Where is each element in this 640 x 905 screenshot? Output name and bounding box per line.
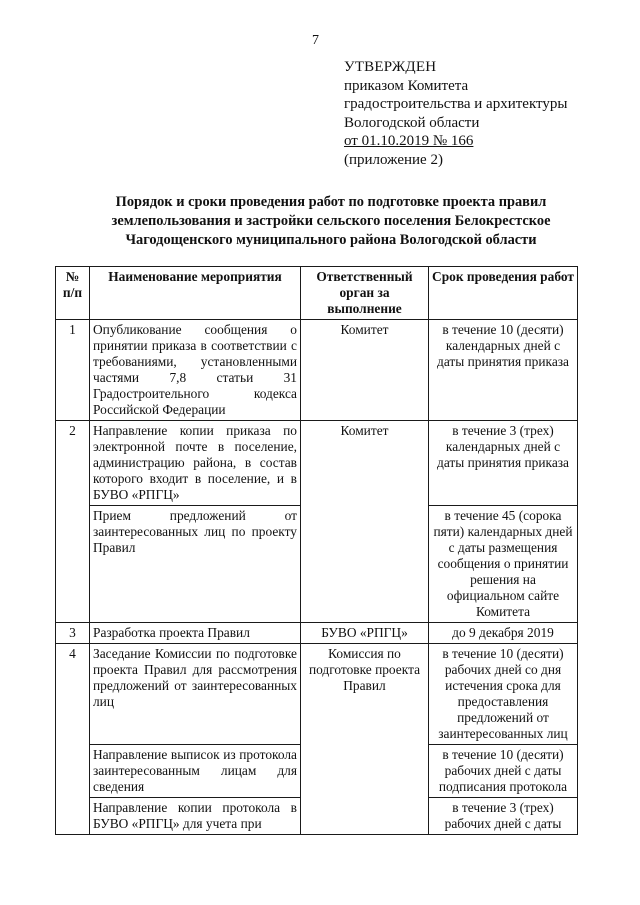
responsible-cell: БУВО «РПГЦ» xyxy=(301,623,429,644)
approval-order-number: от 01.10.2019 № 166 xyxy=(344,133,474,149)
term-cell: в течение 3 (трех) календарных дней с даты принятия приказа xyxy=(429,421,578,506)
approval-appendix: (приложение 2) xyxy=(344,151,443,168)
header-num: № п/п xyxy=(56,267,90,320)
table-row xyxy=(56,623,578,644)
term-cell: в течение 10 (десяти) рабочих дней со дня истечения срока для предоставления предложений от заинтересованных лиц xyxy=(429,644,578,745)
row-number: 3 xyxy=(56,623,90,644)
document-title: Порядок и сроки проведения работ по подготовке проекта правил землепользования и застройки сельского поселения Белокрестское Чагодощенского муниципального района Вологодской области xyxy=(111,194,551,248)
approval-line-2: градостроительства и архитектуры xyxy=(344,96,568,112)
table-row xyxy=(56,644,578,745)
term-cell: в течение 45 (сорока пяти) календарных дней с даты размещения сообщения о принятии решения на официальном сайте Комитета xyxy=(429,506,578,623)
schedule-table xyxy=(55,266,578,835)
activity-cell: Разработка проекта Правил xyxy=(90,623,301,644)
activity-cell: Направление копии протокола в БУВО «РПГЦ» для учета при xyxy=(90,798,301,835)
approval-stamp xyxy=(344,58,567,169)
activity-cell: Заседание Комиссии по подготовке проекта Правил для рассмотрения предложений от заинтересованных лиц xyxy=(90,644,301,745)
activity-cell: Опубликование сообщения о принятии приказа в соответствии с требованиями, установленными частями 7,8 статьи 31 Градостроительного кодекса Российской Федерации xyxy=(90,320,301,421)
table-row xyxy=(56,421,578,506)
activity-cell: Направление выписок из протокола заинтересованным лицам для сведения xyxy=(90,745,301,798)
approval-title: УТВЕРЖДЕН xyxy=(344,59,437,75)
responsible-cell: Комитет xyxy=(301,421,429,623)
table-row xyxy=(56,320,578,421)
term-cell: в течение 10 (десяти) календарных дней с даты принятия приказа xyxy=(429,320,578,421)
activity-cell: Направление копии приказа по электронной почте в поселение, администрацию района, в состав которого входит в поселение, и в БУВО «РПГЦ» xyxy=(90,421,301,506)
page-number: 7 xyxy=(312,33,319,48)
header-activity: Наименование мероприятия xyxy=(90,267,301,320)
header-responsible: Ответственный орган за выполнение xyxy=(301,267,429,320)
row-number: 2 xyxy=(56,421,90,623)
term-cell: в течение 10 (десяти) рабочих дней с даты подписания протокола xyxy=(429,745,578,798)
responsible-cell: Комиссия по подготовке проекта Правил xyxy=(301,644,429,835)
header-term: Срок проведения работ xyxy=(429,267,578,320)
row-number: 1 xyxy=(56,320,90,421)
term-cell: в течение 3 (трех) рабочих дней с даты xyxy=(429,798,578,835)
row-number: 4 xyxy=(56,644,90,835)
approval-line-3: Вологодской области xyxy=(344,114,480,131)
responsible-cell: Комитет xyxy=(301,320,429,421)
activity-cell: Прием предложений от заинтересованных лиц по проекту Правил xyxy=(90,506,301,623)
table-header-row xyxy=(56,267,578,320)
approval-line-1: приказом Комитета xyxy=(344,77,469,94)
term-cell: до 9 декабря 2019 xyxy=(429,623,578,644)
